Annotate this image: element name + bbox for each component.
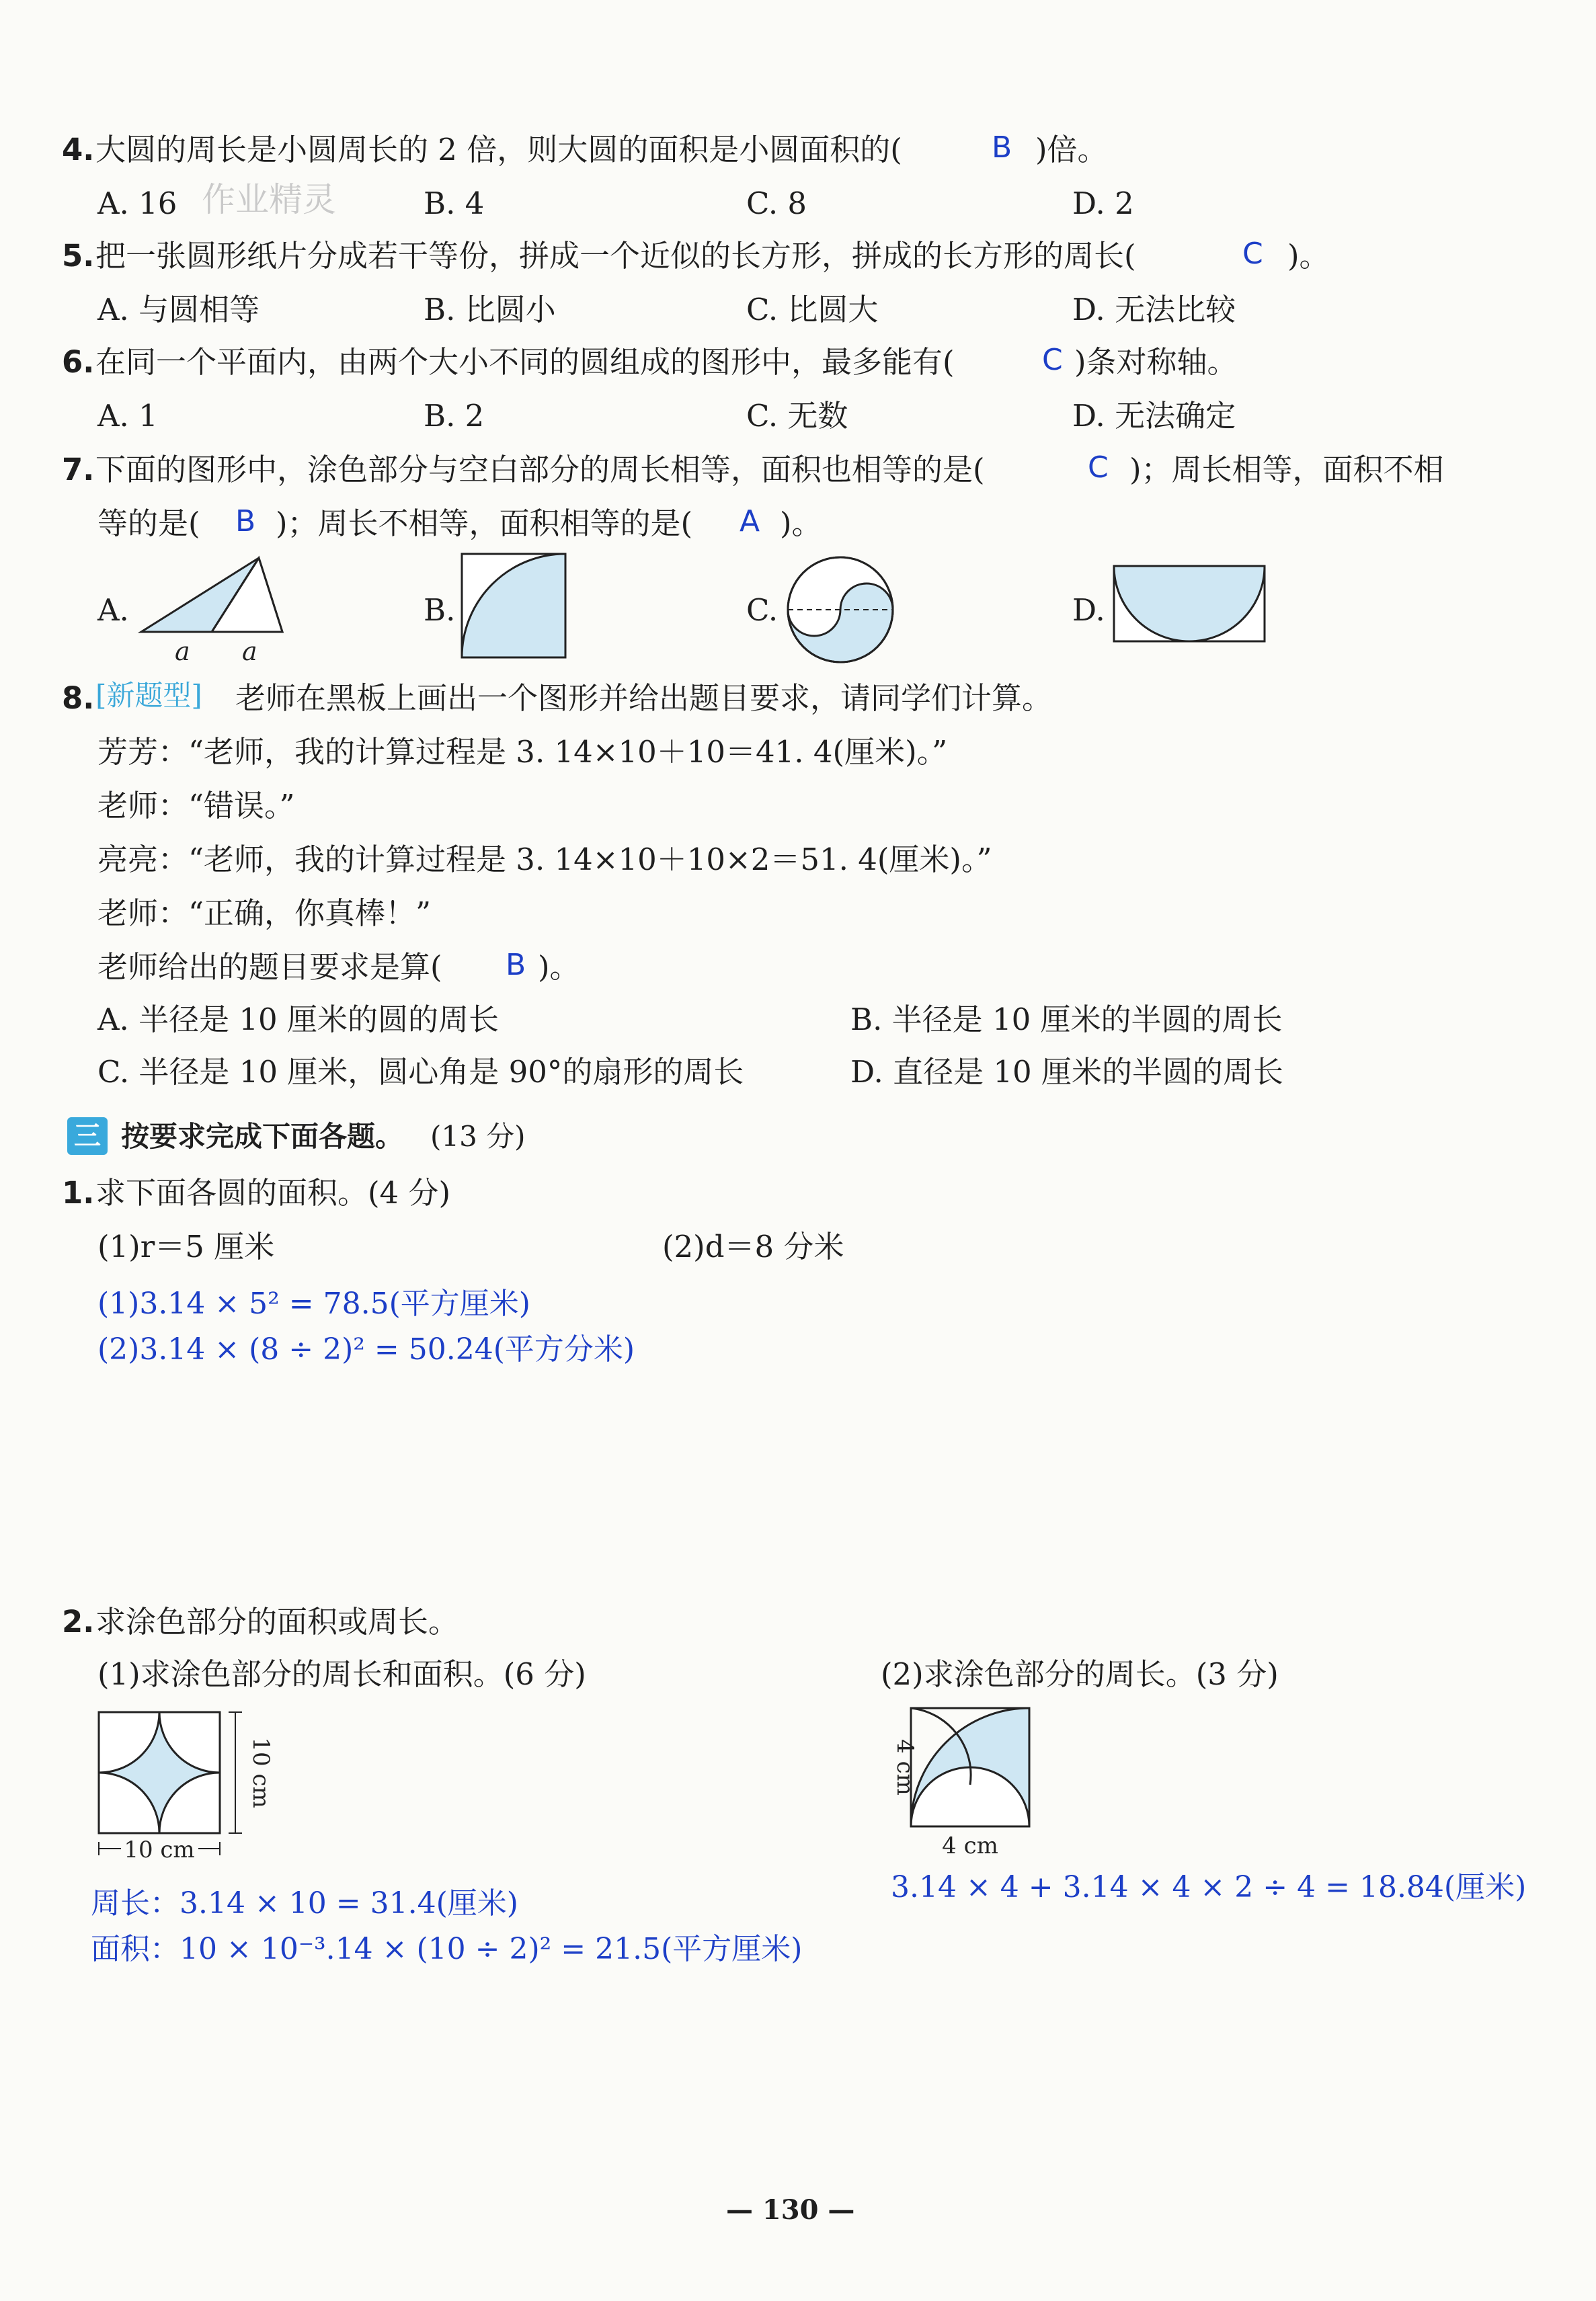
- q7-label-d: D.: [1072, 592, 1105, 628]
- p2-fig1-label-h: 10 cm: [124, 1836, 195, 1863]
- q5-tail: )。: [1287, 238, 1330, 274]
- q7-figure-d: [1113, 565, 1267, 645]
- q4-option-d: D. 2: [1072, 186, 1134, 221]
- q7-line1-a: 下面的图形中，涂色部分与空白部分的周长相等，面积也相等的是(: [95, 452, 985, 487]
- q7-var-a-right: a: [242, 637, 257, 666]
- q5-option-a: A. 与圆相等: [97, 292, 260, 327]
- p2-answer-2: 3.14 × 4 + 3.14 × 4 × 2 ÷ 4 = 18.84(厘米): [891, 1870, 1527, 1904]
- q8-tag: [新题型]: [95, 679, 202, 712]
- q6-tail: )条对称轴。: [1074, 344, 1238, 380]
- q8-line2: 老师：“错误。”: [97, 788, 295, 823]
- q8-option-c: C. 半径是 10 厘米，圆心角是 90°的扇形的周长: [97, 1054, 744, 1090]
- q7-answer-3: A: [740, 504, 760, 538]
- q6-stem: 在同一个平面内，由两个大小不同的圆组成的图形中，最多能有(: [95, 344, 955, 380]
- q8-line1: 芳芳：“老师，我的计算过程是 3. 14×10＋10＝41. 4(厘米)。”: [97, 734, 948, 770]
- p2-fig2-label-h: 4 cm: [942, 1832, 998, 1859]
- q7-figure-b: [461, 553, 568, 660]
- q8-line5-b: )。: [538, 949, 580, 985]
- q5-stem: 把一张圆形纸片分成若干等份，拼成一个近似的长方形，拼成的长方形的周长(: [95, 238, 1136, 274]
- q4-answer: B: [992, 130, 1012, 165]
- q5-option-d: D. 无法比较: [1072, 292, 1236, 327]
- q8-tag-text: 新题型: [106, 679, 192, 712]
- q7-answer-1: C: [1088, 450, 1109, 485]
- p1-stem: 求下面各圆的面积。(4 分): [95, 1175, 451, 1211]
- q8-line3: 亮亮：“老师，我的计算过程是 3. 14×10＋10×2＝51. 4(厘米)。”: [97, 842, 992, 877]
- q6-number: 6.: [62, 344, 95, 380]
- q5-answer: C: [1242, 237, 1263, 271]
- q6-answer: C: [1042, 343, 1063, 377]
- q4-number: 4.: [62, 132, 95, 167]
- watermark: 作业精灵: [202, 180, 336, 219]
- q4-option-a: A. 16: [97, 186, 177, 221]
- q4-tail: )倍。: [1035, 132, 1108, 167]
- q7-label-b: B.: [424, 592, 456, 628]
- q6-option-b: B. 2: [424, 398, 485, 434]
- q7-number: 7.: [62, 452, 95, 487]
- q7-label-a: A.: [97, 592, 129, 628]
- q7-line1-b: )；周长相等，面积不相: [1129, 452, 1444, 487]
- section-title: 按要求完成下面各题。: [121, 1120, 404, 1153]
- p2-stem: 求涂色部分的面积或周长。: [95, 1604, 459, 1640]
- p2-fig1-label-v: 10 cm: [247, 1737, 274, 1808]
- p2-answer-perimeter: 周长：3.14 × 10 = 31.4(厘米): [91, 1886, 518, 1921]
- q5-number: 5.: [62, 238, 95, 274]
- q8-option-a: A. 半径是 10 厘米的圆的周长: [97, 1002, 499, 1037]
- q4-stem: 大圆的周长是小圆周长的 2 倍，则大圆的面积是小圆面积的(: [95, 132, 902, 167]
- q6-option-d: D. 无法确定: [1072, 398, 1236, 434]
- p2-sub1: (1)求涂色部分的周长和面积。(6 分): [97, 1656, 586, 1692]
- p2-answer-area: 面积：10 × 10⁻³.14 × (10 ÷ 2)² = 21.5(平方厘米): [91, 1932, 803, 1966]
- q8-option-d: D. 直径是 10 厘米的半圆的周长: [850, 1054, 1283, 1090]
- section-badge: 三: [67, 1117, 108, 1155]
- q7-line2-c: )。: [780, 506, 822, 541]
- q5-option-b: B. 比圆小: [424, 292, 556, 327]
- p2-figure-1: [97, 1711, 274, 1872]
- q4-option-b: B. 4: [424, 186, 485, 221]
- p2-number: 2.: [62, 1604, 95, 1640]
- q7-answer-2: B: [235, 504, 256, 538]
- q5-option-c: C. 比圆大: [746, 292, 879, 327]
- p2-figure-2: [877, 1704, 1052, 1865]
- q8-option-b: B. 半径是 10 厘米的半圆的周长: [850, 1002, 1283, 1037]
- p1-sub1: (1)r＝5 厘米: [97, 1229, 275, 1264]
- q6-option-a: A. 1: [97, 398, 158, 434]
- p2-sub2: (2)求涂色部分的周长。(3 分): [881, 1656, 1279, 1692]
- q7-figure-c: [783, 553, 897, 667]
- p2-fig2-label-v: 4 cm: [891, 1739, 918, 1795]
- q8-line4: 老师：“正确，你真棒！”: [97, 895, 432, 931]
- p1-sub2: (2)d＝8 分米: [662, 1229, 844, 1264]
- p1-number: 1.: [62, 1175, 95, 1211]
- p1-answer-1: (1)3.14 × 5² = 78.5(平方厘米): [97, 1287, 530, 1321]
- q7-label-c: C.: [746, 592, 779, 628]
- q8-line5-a: 老师给出的题目要求是算(: [97, 949, 442, 985]
- q8-number: 8.: [62, 680, 95, 716]
- page-number: — 130 —: [726, 2194, 855, 2226]
- q4-option-c: C. 8: [746, 186, 807, 221]
- q8-stem: 老师在黑板上画出一个图形并给出题目要求，请同学们计算。: [235, 680, 1053, 716]
- q7-figure-a: [134, 551, 289, 665]
- q7-line2-a: 等的是(: [97, 506, 200, 541]
- q7-line2-b: )；周长不相等，面积相等的是(: [276, 506, 693, 541]
- p1-answer-2: (2)3.14 × (8 ÷ 2)² = 50.24(平方分米): [97, 1332, 635, 1367]
- section-score: (13 分): [430, 1120, 526, 1153]
- q6-option-c: C. 无数: [746, 398, 848, 434]
- q7-var-a-left: a: [175, 637, 190, 666]
- q8-answer: B: [506, 948, 526, 982]
